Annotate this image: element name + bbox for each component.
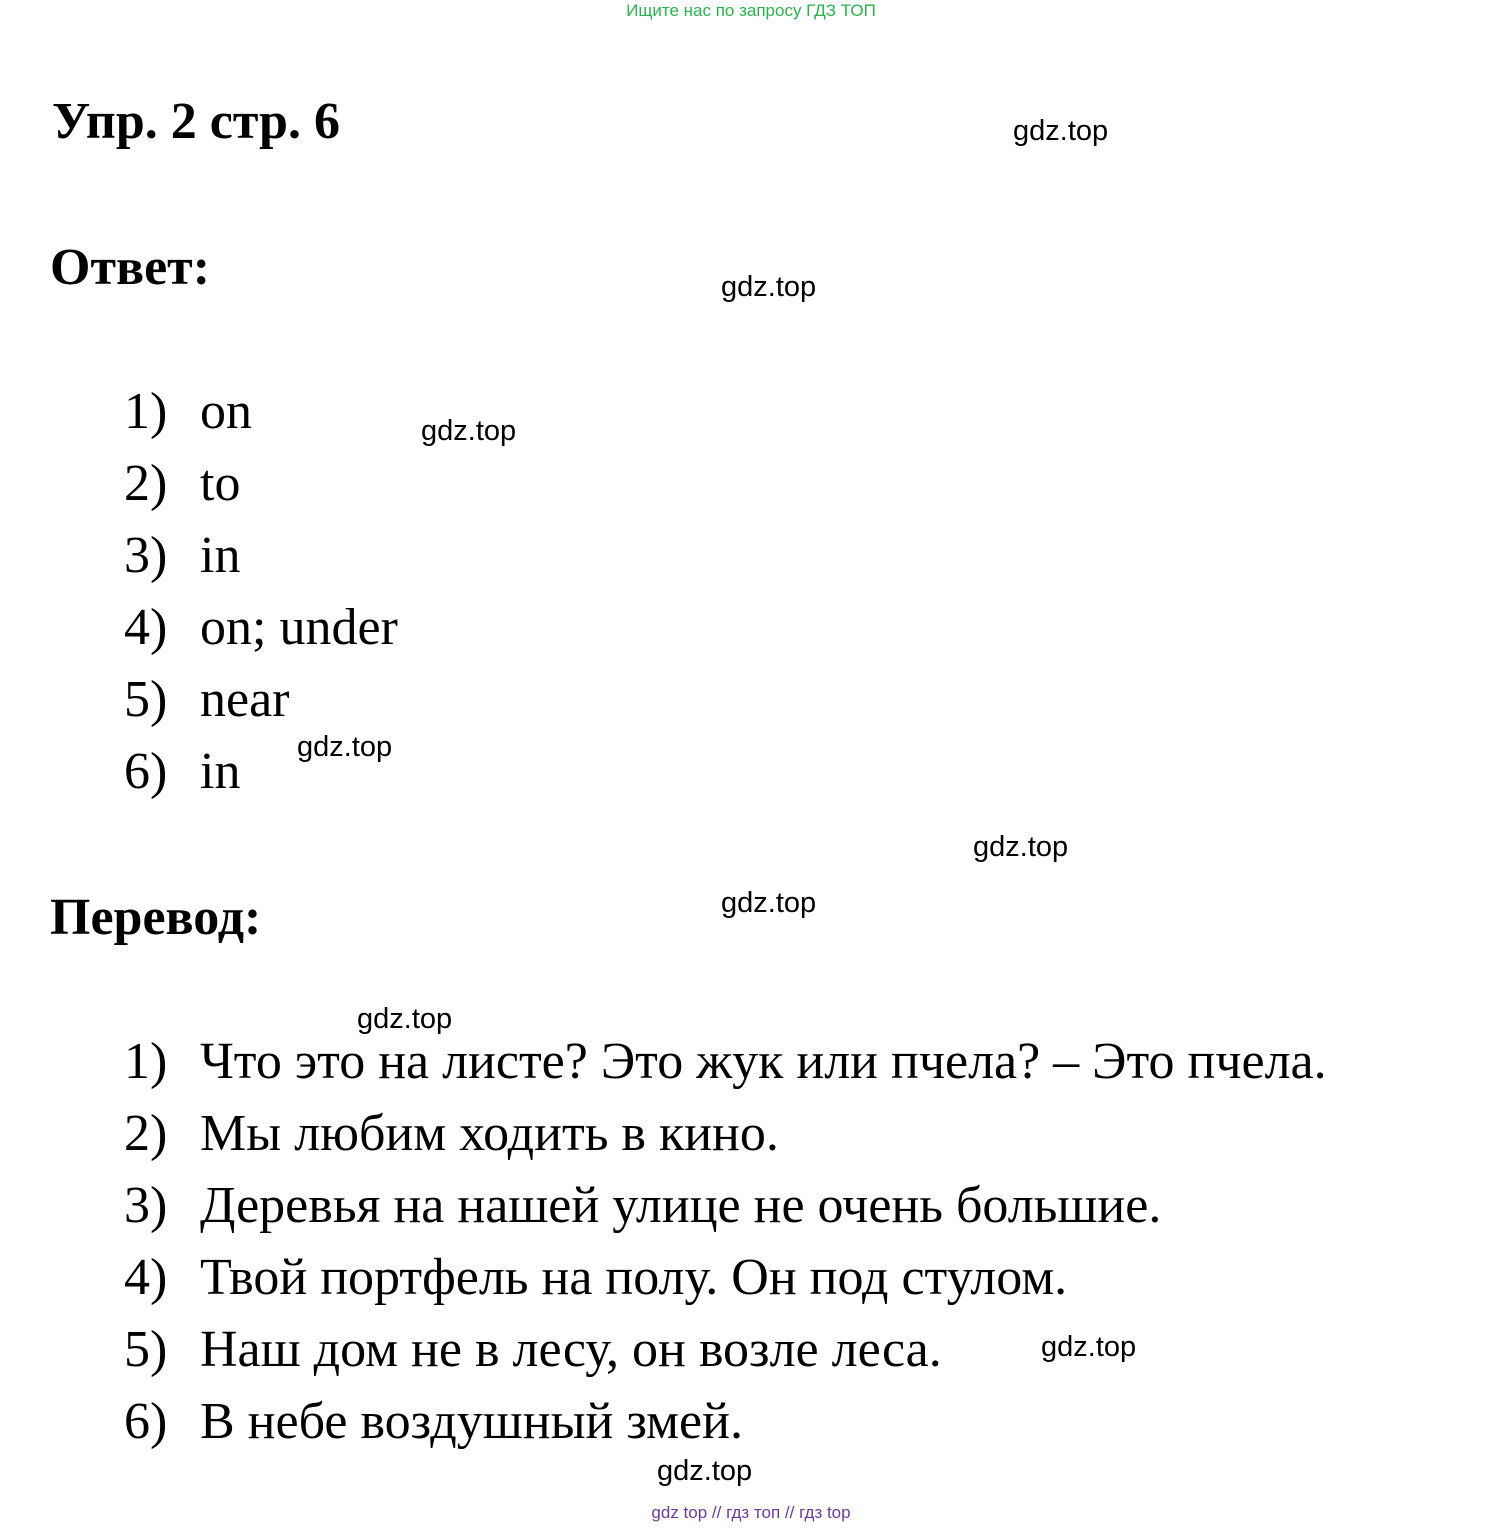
answer-text: in — [200, 527, 241, 584]
watermark: gdz.top — [721, 887, 817, 919]
list-item — [124, 1314, 1327, 1386]
item-number: 3) — [124, 1177, 168, 1234]
watermark: gdz.top — [357, 1003, 453, 1035]
watermark: gdz.top — [973, 831, 1069, 863]
item-number: 5) — [124, 671, 168, 728]
watermark: gdz.top — [421, 415, 517, 447]
translation-text: Твой портфель на полу. Он под стулом. — [200, 1249, 1068, 1306]
watermark: gdz.top — [657, 1455, 753, 1487]
item-number: 3) — [124, 527, 168, 584]
item-number: 4) — [124, 1249, 168, 1306]
item-number: 1) — [124, 383, 168, 440]
item-number: 5) — [124, 1321, 168, 1378]
translation-text: В небе воздушный змей. — [200, 1393, 743, 1450]
list-item — [124, 592, 398, 664]
translation-list — [124, 1026, 1327, 1458]
translation-text: Что это на листе? Это жук или пчела? – Это пчела. — [200, 1033, 1327, 1090]
translation-text: Деревья на нашей улице не очень большие. — [200, 1177, 1162, 1234]
list-item — [124, 448, 398, 520]
watermark: gdz.top — [721, 271, 817, 303]
watermark: gdz.top — [1013, 115, 1109, 147]
list-item — [124, 1386, 1327, 1458]
list-item — [124, 1242, 1327, 1314]
list-item — [124, 1026, 1327, 1098]
item-number: 2) — [124, 455, 168, 512]
list-item — [124, 376, 398, 448]
item-number: 4) — [124, 599, 168, 656]
answer-text: on — [200, 383, 252, 440]
watermark: gdz.top — [297, 731, 393, 763]
top-banner: Ищите нас по запросу ГДЗ ТОП — [626, 1, 876, 20]
item-number: 2) — [124, 1105, 168, 1162]
answer-text: on; under — [200, 599, 398, 656]
watermark: gdz.top — [1041, 1331, 1137, 1363]
list-item — [124, 1098, 1327, 1170]
translation-text: Наш дом не в лесу, он возле леса. — [200, 1321, 942, 1378]
answer-text: in — [200, 743, 241, 800]
exercise-title: Упр. 2 стр. 6 — [52, 93, 340, 150]
item-number: 6) — [124, 1393, 168, 1450]
answer-heading: Ответ: — [50, 239, 211, 296]
answer-text: to — [200, 455, 241, 512]
list-item — [124, 520, 398, 592]
translation-heading: Перевод: — [50, 889, 262, 946]
answer-text: near — [200, 671, 290, 728]
item-number: 6) — [124, 743, 168, 800]
footer-links[interactable]: gdz top // гдз топ // гдз top — [651, 1503, 851, 1522]
item-number: 1) — [124, 1033, 168, 1090]
list-item — [124, 664, 398, 736]
translation-text: Мы любим ходить в кино. — [200, 1105, 779, 1162]
list-item — [124, 1170, 1327, 1242]
